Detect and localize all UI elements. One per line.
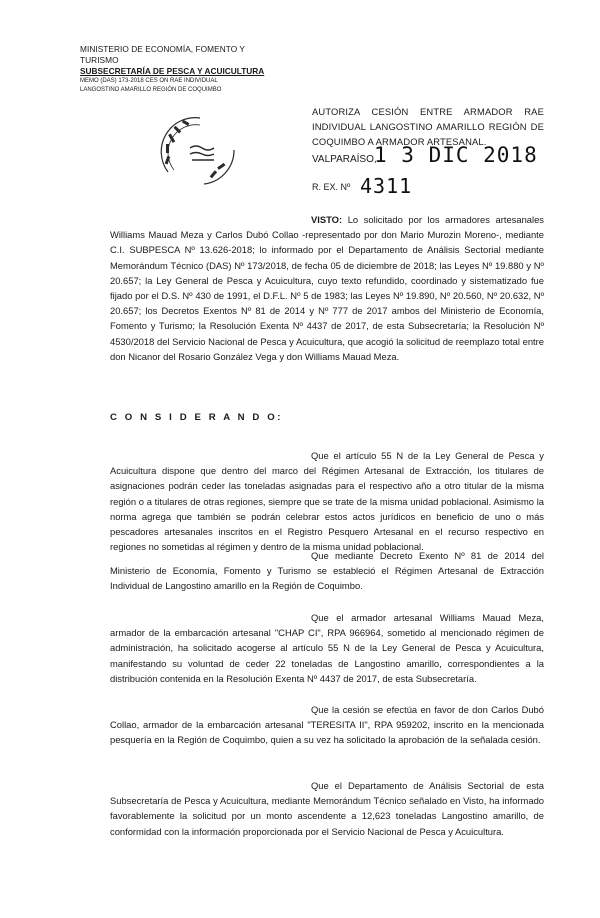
subsecretaria-name: SUBSECRETARÍA DE PESCA Y ACUICULTURA (80, 66, 265, 76)
visto-text: Lo solicitado por los armadores artesanales Williams Mauad Meza y Carlos Dubó Collao -representado por don Mario Murozin Moreno-, mediante C.I. SUBPESCA Nº 13.626-2018; lo informado por el Departamento de Análisis Sectorial mediante Memorándum Técnico (DAS) Nº 173/2018, de fecha 05 de diciembre de 2018; las Leyes Nº 19.880 y Nº 20.657; la Ley General de Pesca y Acuicultura, cuyo texto refundido, coordinado y sistematizado fue fijado por el D.S. Nº 430 de 1991, el D.F.L. Nº 5 de 1983; las Leyes Nº 19.890, Nº 20.560, Nº 20.632, Nº 20.657; los Decretos Exentos Nº 81 de 2014 y Nº 777 de 2017 ambos del Ministerio de Economía, Fomento y Turismo; la Resolución Exenta Nº 4437 de 2017, de esta Subsecretaría; la Resolución Nº 4530/2018 del Servicio Nacional de Pesca y Acuicultura, que acogió la solicitud de reemplazo total entre don Nicanor del Rosario González Vega y don Williams Mauad Meza. (110, 214, 544, 362)
memo-reference-2: LANGOSTINO AMARILLO REGIÓN DE COQUIMBO (80, 87, 222, 93)
considerando-paragraph (110, 448, 544, 554)
considerando-paragraph (110, 778, 544, 839)
official-seal-stamp (154, 110, 240, 190)
considerando-paragraph (110, 610, 544, 686)
considerando-heading: C O N S I D E R A N D O: (110, 412, 284, 423)
letterhead (80, 44, 280, 95)
rex-label: R. EX. Nº (312, 182, 351, 192)
place-label: VALPARAÍSO, (312, 154, 377, 165)
visto-label: VISTO: (311, 214, 343, 225)
date-stamp: 1 3 DIC 2018 (374, 143, 538, 167)
paragraph-text: Que el Departamento de Análisis Sectorial de esta Subsecretaría de Pesca y Acuicultura, mediante Memorándum Técnico señalado en Visto, ha informado favorablemente la solicitud por un monto ascendente a 12,623 toneladas Langostino amarillo, de conformidad con la información proporcionada por el Servicio Nacional de Pesca y Acuicultura. (110, 780, 544, 837)
memo-reference: MEMO (DAS) 173-2018 CES ON RAE INDIVIDUAL (80, 78, 218, 84)
ministry-name: MINISTERIO DE ECONOMÍA, FOMENTO Y TURISMO (80, 44, 245, 65)
resolution-number: 4311 (360, 174, 413, 198)
considerando-paragraph (110, 548, 544, 594)
paragraph-text: Que la cesión se efectúa en favor de don Carlos Dubó Collao, armador de la embarcación artesanal "TERESITA II", RPA 959202, inscrito en la mencionada pesquería en la Región de Coquimbo, quien a su vez ha solicitado la aprobación de la señalada cesión. (110, 704, 544, 746)
paragraph-text: Que mediante Decreto Exento Nº 81 de 2014 del Ministerio de Economía, Fomento y Turismo se estableció el Régimen Artesanal de Extracción Individual de Langostino amarillo en la Región de Coquimbo. (110, 550, 544, 592)
considerando-paragraph (110, 702, 544, 748)
paragraph-text: Que el artículo 55 N de la Ley General de Pesca y Acuicultura dispone que dentro del marco del Régimen Artesanal de Extracción, los titulares de asignaciones podrán ceder las toneladas asignadas para el respectivo año a otro titular de la misma región o a titulares de otras regiones, siempre que se trate de la misma unidad poblacional. Asimismo la norma agrega que también se podrán celebrar estos actos jurídicos en beneficio de uno o más pescadores artesanales inscritos en el Registro Pesquero Artesanal en el recurso respectivo en regiones no sometidas al régimen y dentro de la misma unidad poblacional. (110, 450, 544, 553)
paragraph-text: Que el armador artesanal Williams Mauad Meza, armador de la embarcación artesanal "CHAP CI", RPA 966964, sometido al mencionado régimen de administración, ha solicitado acogerse al artículo 55 N de la Ley General de Pesca y Acuicultura, manifestando su voluntad de ceder 22 toneladas de Langostino amarillo, correspondientes a la distribución contenida en la Resolución Exenta Nº 4437 de 2017, de esta Subsecretaría. (110, 612, 544, 684)
visto-section (110, 212, 544, 364)
resolution-title: AUTORIZA CESIÓN ENTRE ARMADOR RAE INDIVIDUAL LANGOSTINO AMARILLO REGIÓN DE COQUIMBO A ARMADOR ARTESANAL. (312, 106, 544, 147)
